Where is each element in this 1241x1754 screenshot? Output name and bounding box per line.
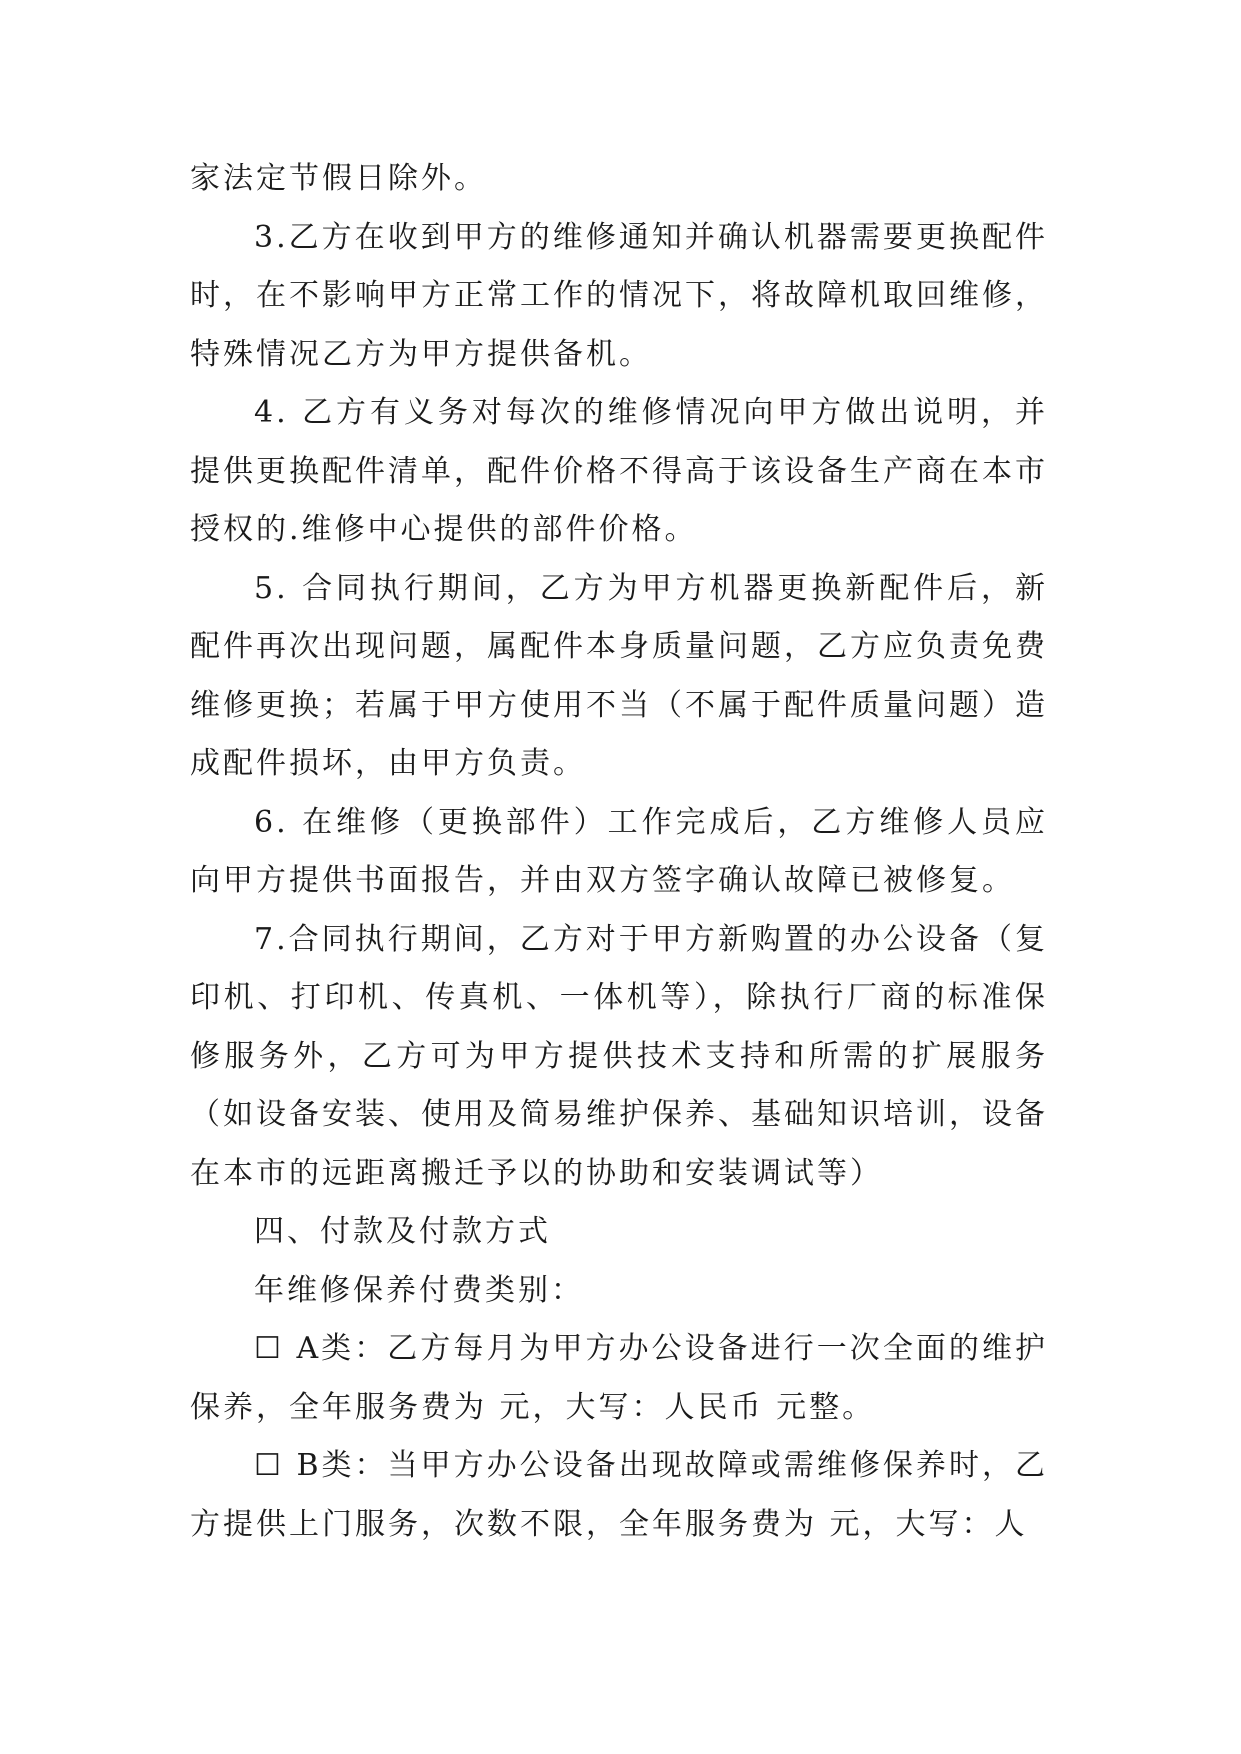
document-body (190, 150, 1048, 1554)
paragraph-continuation: 家法定节假日除外。 (190, 161, 487, 196)
paragraph-clause-7: 7.合同执行期间，乙方对于甲方新购置的办公设备（复印机、打印机、传真机、一体机等），除执行厂商的标准保修服务外，乙方可为甲方提供技术支持和所需的扩展服务（如设备安装、使用及简易维护保养、基础知识培训，设备在本市的远距离搬迁予以的协助和安装调试等） (190, 921, 1048, 1191)
paragraph-clause-6: 6. 在维修（更换部件）工作完成后，乙方维修人员应向甲方提供书面报告，并由双方签字确认故障已被修复。 (190, 804, 1048, 898)
option-category-a: ☐ A类：乙方每月为甲方办公设备进行一次全面的维护保养，全年服务费为 元，大写：人民币 元整。 (190, 1331, 1048, 1425)
paragraph-clause-3: 3.乙方在收到甲方的维修通知并确认机器需要更换配件时，在不影响甲方正常工作的情况下，将故障机取回维修，特殊情况乙方为甲方提供备机。 (190, 219, 1048, 372)
paragraph-clause-4: 4. 乙方有义务对每次的维修情况向甲方做出说明，并提供更换配件清单，配件价格不得高于该设备生产商在本市授权的.维修中心提供的部件价格。 (190, 395, 1048, 547)
paragraph-fee-categories: 年维修保养付费类别： (254, 1272, 584, 1308)
option-category-b: ☐ B类：当甲方办公设备出现故障或需维修保养时，乙方提供上门服务，次数不限，全年服务费为 元，大写：人 (190, 1448, 1048, 1542)
paragraph-clause-5: 5. 合同执行期间，乙方为甲方机器更换新配件后，新配件再次出现问题，属配件本身质量问题，乙方应负责免费维修更换；若属于甲方使用不当（不属于配件质量问题）造成配件损坏，由甲方负责。 (190, 570, 1048, 781)
section-heading-payment: 四、付款及付款方式 (254, 1214, 551, 1249)
